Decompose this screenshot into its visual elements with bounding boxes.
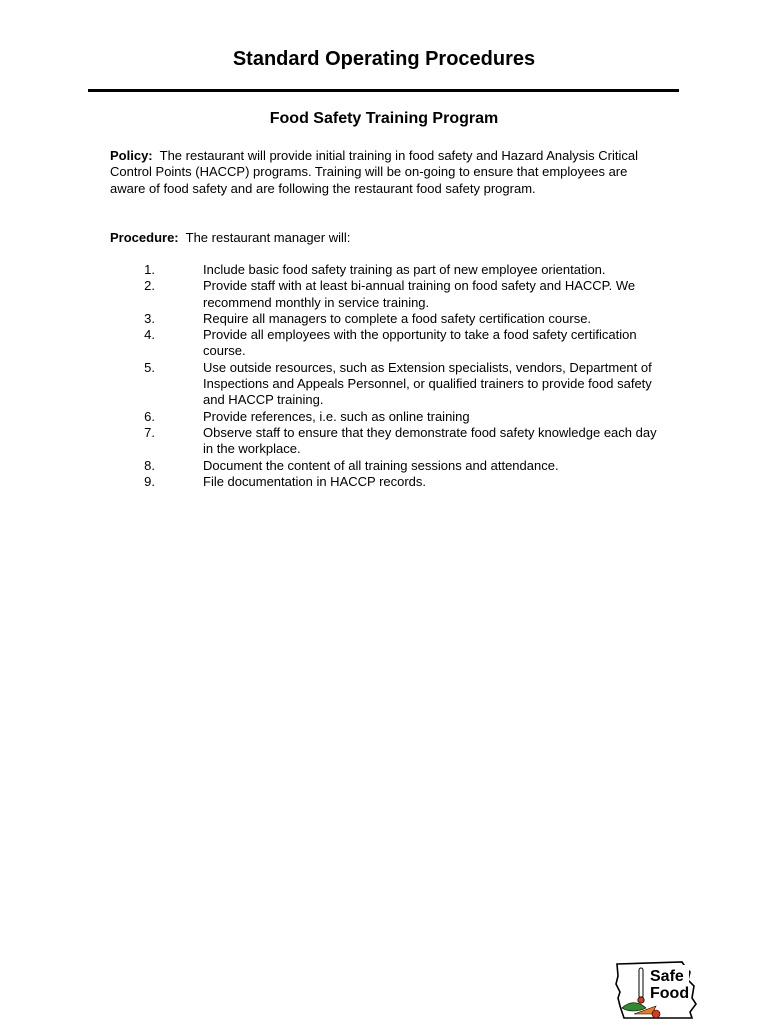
thermometer-icon	[639, 968, 643, 998]
list-item	[110, 425, 670, 458]
procedure-label: Procedure:	[110, 230, 179, 245]
step-text: Provide all employees with the opportunity to take a food safety certification course.	[203, 327, 637, 359]
list-item	[110, 474, 670, 490]
step-number: 9.	[144, 473, 155, 489]
safe-food-logo	[612, 958, 704, 1020]
document-title: Standard Operating Procedures	[232, 48, 536, 70]
policy-text: The restaurant will provide initial training in food safety and Hazard Analysis Critical Control Points (HACCP) programs. Training will be on-going to ensure that employees are aware of food safety and are following the restaurant food safety program.	[110, 148, 638, 196]
list-item	[110, 311, 670, 327]
step-text: Provide references, i.e. such as online training	[203, 408, 470, 424]
list-item	[110, 360, 670, 409]
logo-text-food: Food	[650, 985, 690, 1002]
step-text: Document the content of all training sessions and attendance.	[203, 457, 559, 473]
step-number: 8.	[144, 457, 155, 473]
step-text: Require all managers to complete a food safety certification course.	[203, 310, 592, 326]
step-number: 4.	[144, 327, 155, 343]
procedure-intro: The restaurant manager will:	[185, 230, 351, 245]
step-number: 5.	[144, 359, 155, 375]
list-item	[110, 278, 670, 311]
procedure-paragraph	[110, 230, 655, 246]
list-item	[110, 327, 670, 360]
logo-text-safe: Safe	[650, 968, 684, 985]
step-number: 3.	[144, 310, 155, 326]
step-text: Observe staff to ensure that they demonstrate food safety knowledge each day in the workplace.	[203, 424, 657, 457]
list-item	[110, 458, 670, 474]
tomato-icon	[652, 1010, 660, 1018]
step-text: Provide staff with at least bi-annual training on food safety and HACCP. We recommend monthly in service training.	[203, 278, 636, 310]
title-divider	[88, 89, 679, 92]
procedure-steps	[110, 262, 670, 490]
step-text: Use outside resources, such as Extension specialists, vendors, Department of Inspections and Appeals Personnel, or qualified trainers to provide food safety and HACCP training.	[203, 359, 652, 408]
policy-paragraph	[110, 148, 655, 197]
step-text: Include basic food safety training as part of new employee orientation.	[203, 262, 606, 277]
step-text: File documentation in HACCP records.	[203, 473, 427, 489]
step-number: 2.	[144, 278, 155, 294]
step-number: 6.	[144, 408, 155, 424]
list-item	[110, 409, 670, 425]
step-number: 1.	[144, 262, 155, 277]
section-title: Food Safety Training Program	[269, 110, 499, 127]
list-item	[110, 262, 670, 278]
policy-label: Policy:	[110, 148, 153, 163]
step-number: 7.	[144, 424, 155, 440]
